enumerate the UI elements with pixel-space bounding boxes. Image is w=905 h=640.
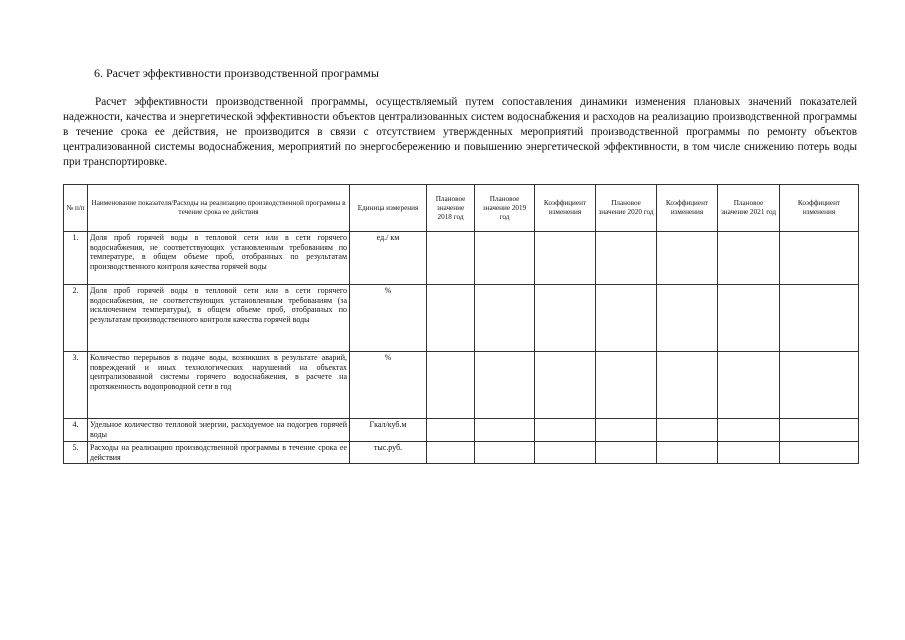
cell-coef-3: [780, 419, 859, 442]
row-unit: Гкал/куб.м: [350, 419, 427, 442]
cell-plan-2018: [427, 285, 475, 352]
cell-coef-1: [535, 232, 596, 285]
cell-plan-2018: [427, 232, 475, 285]
cell-plan-2018: [427, 419, 475, 442]
table-row: [64, 442, 859, 464]
row-unit: ед./ км: [350, 232, 427, 285]
cell-coef-2: [657, 285, 718, 352]
cell-plan-2019: [475, 285, 535, 352]
cell-plan-2018: [427, 442, 475, 464]
table-row: [64, 285, 859, 352]
cell-plan-2018: [427, 352, 475, 419]
header-plan-2020: Плановое значение 2020 год: [596, 185, 657, 232]
cell-plan-2019: [475, 352, 535, 419]
row-unit: %: [350, 352, 427, 419]
efficiency-table: [63, 184, 859, 464]
cell-plan-2020: [596, 352, 657, 419]
cell-plan-2020: [596, 442, 657, 464]
table-header-row: [64, 185, 859, 232]
section-title: 6. Расчет эффективности производственной программы: [94, 66, 379, 80]
cell-plan-2020: [596, 232, 657, 285]
cell-coef-2: [657, 232, 718, 285]
cell-coef-1: [535, 419, 596, 442]
cell-coef-1: [535, 285, 596, 352]
cell-coef-2: [657, 442, 718, 464]
row-name: Доля проб горячей воды в тепловой сети или в сети горячего водоснабжения, не соответствующих установленным требованиям по температуре, в общем объеме проб, отобранных по результатам производственного контроля качества горячей воды: [88, 232, 350, 285]
row-num: 4.: [64, 419, 88, 442]
header-coef-2: Коэффициент изменения: [657, 185, 718, 232]
header-num: № п/п: [64, 185, 88, 232]
cell-plan-2021: [718, 352, 780, 419]
row-name: Удельное количество тепловой энергии, расходуемое на подогрев горячей воды: [88, 419, 350, 442]
cell-coef-1: [535, 442, 596, 464]
cell-plan-2021: [718, 419, 780, 442]
cell-coef-3: [780, 352, 859, 419]
row-name: Количество перерывов в подаче воды, возникших в результате аварий, повреждений и иных технологических нарушений на объектах централизованной системы горячего водоснабжения, в расчете на протяженность водопроводной сети в год: [88, 352, 350, 419]
cell-coef-3: [780, 285, 859, 352]
row-unit: %: [350, 285, 427, 352]
cell-coef-3: [780, 442, 859, 464]
row-num: 1.: [64, 232, 88, 285]
header-plan-2019: Плановое значение 2019 год: [475, 185, 535, 232]
row-unit: тыс.руб.: [350, 442, 427, 464]
header-plan-2018: Плановое значение 2018 год: [427, 185, 475, 232]
header-coef-1: Коэффициент изменения: [535, 185, 596, 232]
table-row: [64, 232, 859, 285]
header-coef-3: Коэффициент изменения: [780, 185, 859, 232]
cell-plan-2019: [475, 442, 535, 464]
header-plan-2021: Плановое значение 2021 год: [718, 185, 780, 232]
cell-plan-2020: [596, 419, 657, 442]
row-name: Доля проб горячей воды в тепловой сети или в сети горячего водоснабжения, не соответствующих установленным требованиям (за исключением температуры), в общем объеме проб, отобранных по результатам производственного контроля качества горячей воды: [88, 285, 350, 352]
header-name: Наименование показателя/Расходы на реализацию производственной программы в течение срока ее действия: [88, 185, 350, 232]
row-num: 3.: [64, 352, 88, 419]
header-unit: Единица измерения: [350, 185, 427, 232]
cell-plan-2020: [596, 285, 657, 352]
cell-plan-2019: [475, 232, 535, 285]
table-row: [64, 419, 859, 442]
row-num: 2.: [64, 285, 88, 352]
intro-paragraph: Расчет эффективности производственной программы, осуществляемый путем сопоставления динамики изменения плановых значений показателей надежности, качества и энергетической эффективности объектов централизованных систем водоснабжения и расходов на реализацию производственной программы в течение срока ее действия, не производится в связи с отсутствием утвержденных мероприятий производственной программы по ремонту объектов централизованной системы водоснабжения, мероприятий по энергосбережению и повышению энергетической эффективности, в том числе снижению потерь воды при транспортировке.: [63, 96, 857, 168]
cell-plan-2021: [718, 442, 780, 464]
cell-plan-2021: [718, 232, 780, 285]
cell-plan-2019: [475, 419, 535, 442]
table-row: [64, 352, 859, 419]
cell-coef-2: [657, 352, 718, 419]
row-name: Расходы на реализацию производственной программы в течение срока ее действия: [88, 442, 350, 464]
cell-coef-3: [780, 232, 859, 285]
cell-coef-1: [535, 352, 596, 419]
cell-plan-2021: [718, 285, 780, 352]
cell-coef-2: [657, 419, 718, 442]
row-num: 5.: [64, 442, 88, 464]
